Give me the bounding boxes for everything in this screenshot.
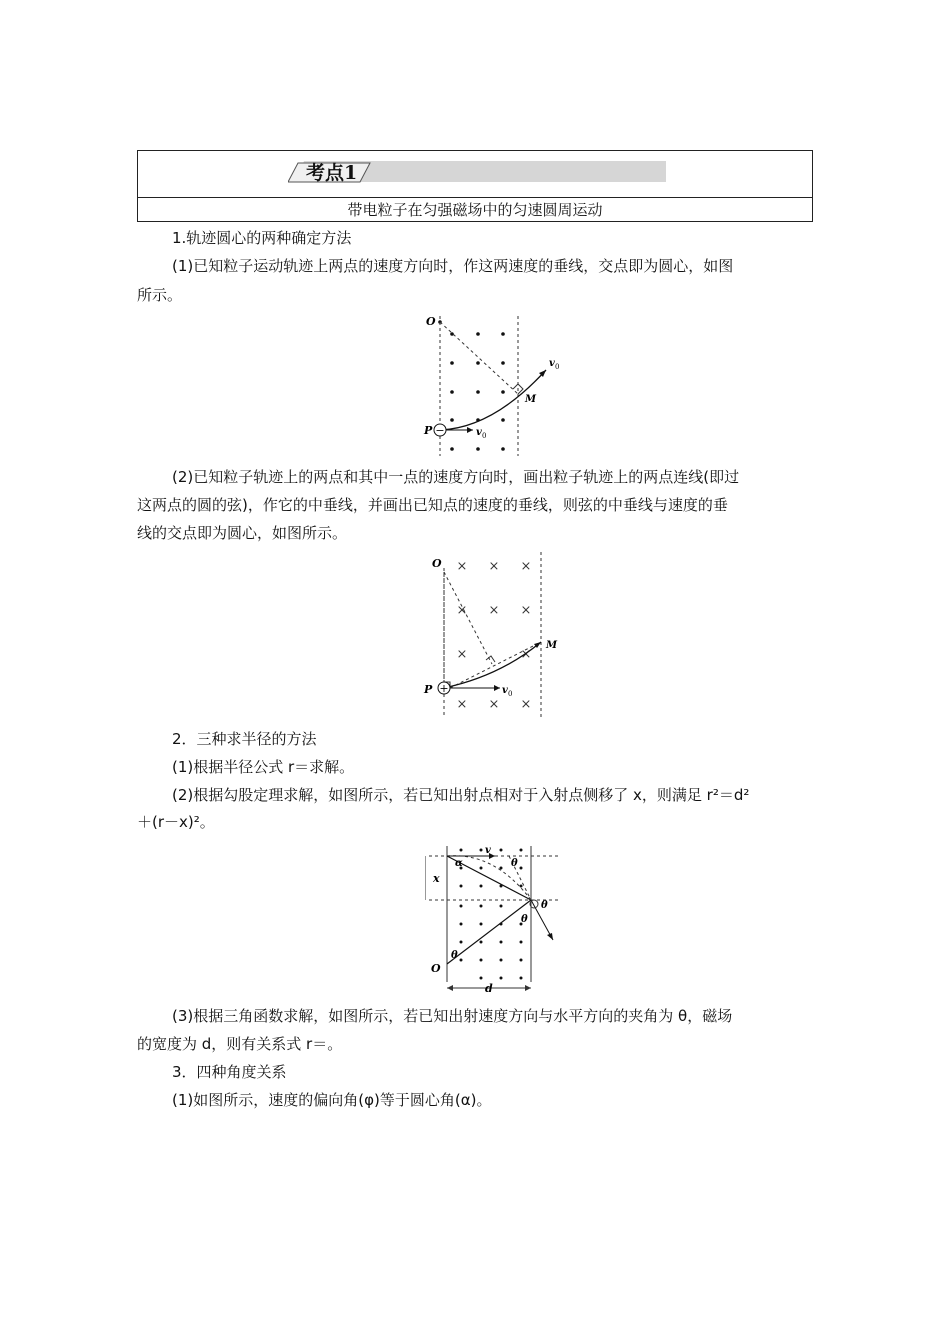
figure-3-label-theta-exit: θ <box>541 900 548 911</box>
field-cross: × <box>488 559 500 574</box>
field-cross: × <box>456 559 468 574</box>
figure-1-label-v0-entry-sub: 0 <box>482 432 487 440</box>
field-cross: × <box>520 603 532 618</box>
field-cross: × <box>488 603 500 618</box>
figure-2-diagram <box>420 548 570 720</box>
paragraph-1-2-line1: (2)已知粒子轨迹上的两点和其中一点的速度方向时，画出粒子轨迹上的两点连线(即过 <box>172 468 740 486</box>
figure-3-label-O: O <box>431 962 441 975</box>
paragraph-2-2-line1: (2)根据勾股定理求解，如图所示，若已知出射点相对于入射点侧移了 x，则满足 r²＝d² <box>172 786 750 804</box>
figure-3-label-d: d <box>485 982 493 995</box>
figure-1-diagram <box>418 310 568 458</box>
field-cross: × <box>456 697 468 712</box>
header-subtitle: 带电粒子在匀强磁场中的匀速圆周运动 <box>347 201 603 219</box>
paragraph-1-2-line2: 这两点的圆的弦)，作它的中垂线，并画出已知点的速度的垂线，则弦的中垂线与速度的垂 <box>137 496 728 514</box>
figure-1-label-M: M <box>525 394 537 405</box>
paragraph-1-1-line1: (1)已知粒子运动轨迹上两点的速度方向时，作这两速度的垂线，交点即为圆心，如图 <box>172 257 734 275</box>
positive-charge-label: + <box>439 682 449 695</box>
paragraph-2-3-line1: (3)根据三角函数求解，如图所示，若已知出射速度方向与水平方向的夹角为 θ，磁场 <box>172 1007 733 1025</box>
section-3-title: 3．四种角度关系 <box>172 1063 287 1081</box>
section-header-box <box>137 150 813 222</box>
figure-2-label-M: M <box>546 640 558 651</box>
field-cross: × <box>488 697 500 712</box>
figure-3-diagram <box>425 842 565 997</box>
paragraph-2-1: (1)根据半径公式 r＝求解。 <box>172 758 355 776</box>
figure-3-label-x: x <box>433 872 440 885</box>
paragraph-1-2-line3: 线的交点即为圆心，如图所示。 <box>137 524 348 542</box>
figure-3-label-theta-top: θ <box>511 858 518 869</box>
badge-label: 考点1 <box>306 162 358 184</box>
figure-2-label-O: O <box>432 557 442 570</box>
header-divider <box>138 197 812 198</box>
figure-2-label-v0: v <box>502 685 508 696</box>
field-cross: × <box>520 647 532 662</box>
section-2-title: 2．三种求半径的方法 <box>172 730 317 748</box>
figure-1-label-P: P <box>424 424 433 437</box>
field-cross: × <box>520 559 532 574</box>
figure-3-label-v: v <box>485 845 491 856</box>
field-cross: × <box>456 647 468 662</box>
figure-1-label-v0-exit: v <box>549 358 555 369</box>
section-1-title: 1.轨迹圆心的两种确定方法 <box>172 229 352 247</box>
paragraph-3-1: (1)如图所示，速度的偏向角(φ)等于圆心角(α)。 <box>172 1091 492 1109</box>
paragraph-1-1-line2: 所示。 <box>137 286 183 304</box>
figure-3-label-alpha: α <box>455 858 463 869</box>
figure-1-label-v0-entry: v <box>476 427 482 438</box>
paragraph-2-3-line2: 的宽度为 d，则有关系式 r＝。 <box>137 1035 343 1053</box>
figure-3-label-theta-inner: θ <box>521 914 528 925</box>
figure-1-label-O: O <box>426 315 436 328</box>
figure-1-label-v0-exit-sub: 0 <box>555 363 560 371</box>
paragraph-2-2-line2: ＋(r－x)²。 <box>137 813 215 831</box>
figure-3-label-theta-O: θ <box>451 950 458 961</box>
figure-2-label-v0-sub: 0 <box>508 690 513 698</box>
field-cross: × <box>520 697 532 712</box>
negative-charge-label: − <box>435 424 445 437</box>
field-cross: × <box>456 603 468 618</box>
figure-2-label-P: P <box>424 683 433 696</box>
